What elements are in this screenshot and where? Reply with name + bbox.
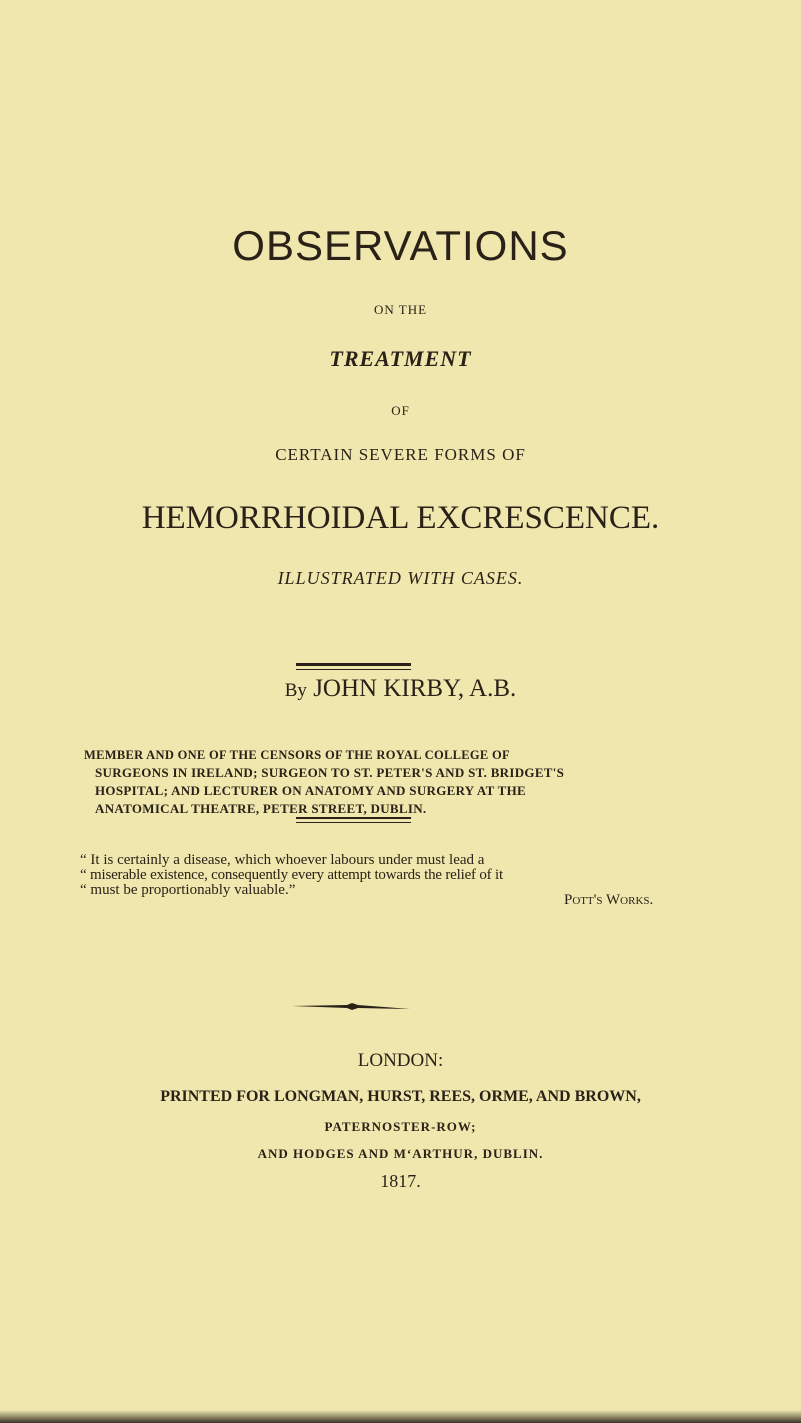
imprint-printer: PRINTED FOR LONGMAN, HURST, REES, ORME, AND BROWN,: [160, 1088, 641, 1105]
double-rule: [296, 817, 411, 819]
illustrated-line: ILLUSTRATED WITH CASES.: [277, 568, 524, 588]
credential-line: HOSPITAL; AND LECTURER ON ANATOMY AND SURGERY AT THE: [95, 783, 526, 798]
subtitle: CERTAIN SEVERE FORMS OF: [275, 445, 526, 464]
page-edge-shadow: [0, 1410, 801, 1423]
double-rule: [296, 822, 411, 823]
credential-line: MEMBER AND ONE OF THE CENSORS OF THE ROYAL COLLEGE OF: [84, 748, 510, 762]
by-label: By: [284, 680, 307, 701]
epigraph-line: “ miserable existence, consequently every attempt towards the relief of it: [80, 867, 503, 883]
author-line: [0, 675, 801, 703]
double-rule: [296, 669, 411, 670]
imprint-dublin: AND HODGES AND M‘ARTHUR, DUBLIN.: [257, 1146, 544, 1161]
ornamental-rule: [292, 1002, 412, 1012]
of-label: OF: [391, 403, 410, 418]
credential-line: SURGEONS IN IRELAND; SURGEON TO ST. PETER'S AND ST. BRIDGET'S: [95, 765, 565, 780]
double-rule: [296, 663, 411, 666]
imprint-street: PATERNOSTER-ROW;: [324, 1119, 477, 1134]
epigraph-line: “ must be proportionably valuable.”: [80, 882, 296, 898]
main-subject: HEMORRHOIDAL EXCRESCENCE.: [141, 500, 660, 536]
title: OBSERVATIONS: [232, 222, 569, 269]
epigraph-line: “ It is certainly a disease, which whoever labours under must lead a: [80, 852, 485, 868]
imprint-year: 1817.: [380, 1171, 421, 1191]
credential-line: ANATOMICAL THEATRE, PETER STREET, DUBLIN.: [95, 801, 427, 816]
treatment-heading: TREATMENT: [329, 346, 472, 371]
author-credentials: [84, 746, 565, 818]
author-name: JOHN KIRBY, A.B.: [313, 675, 517, 702]
imprint-city: LONDON:: [357, 1050, 444, 1071]
on-the: ON THE: [373, 302, 428, 317]
epigraph-source: Pott's Works.: [564, 892, 654, 908]
